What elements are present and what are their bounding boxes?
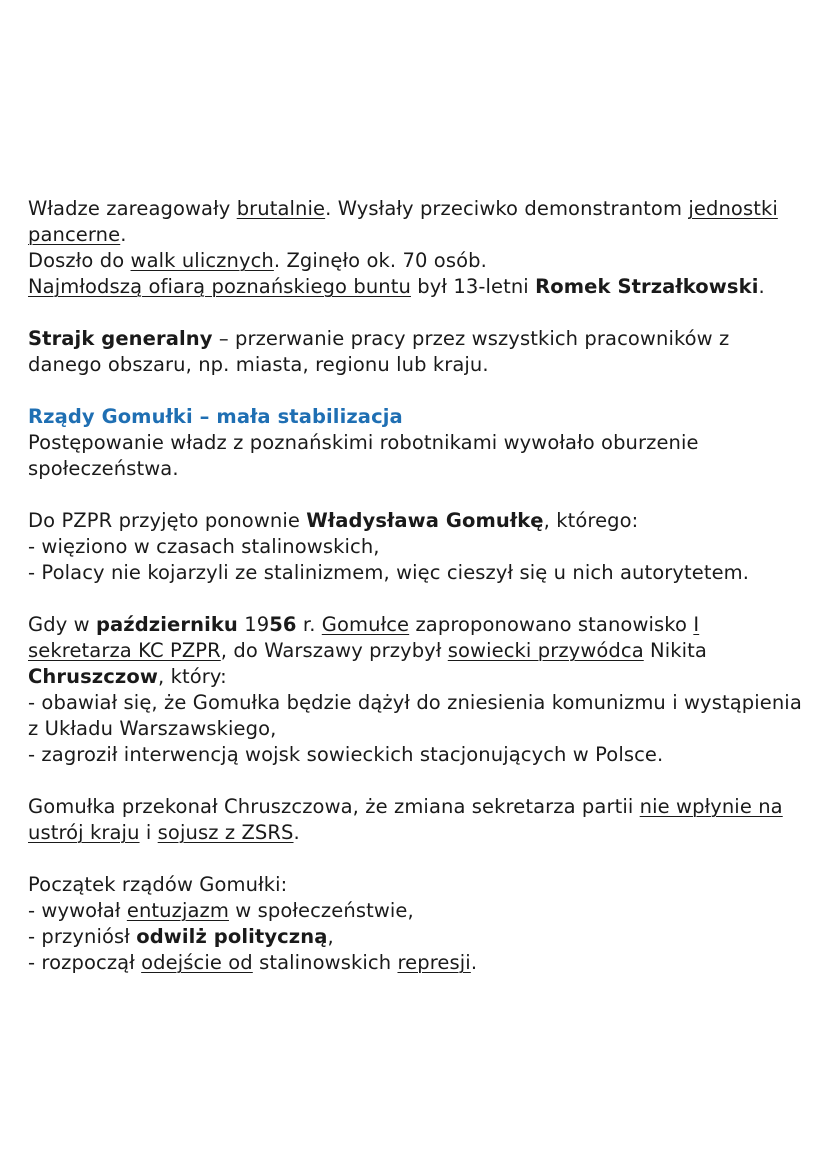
bold-term: Władysława Gomułkę: [306, 509, 544, 532]
bold-term: Romek Strzałkowski: [535, 275, 759, 298]
spacer: [28, 378, 808, 404]
spacer: [28, 482, 808, 508]
section-heading: Rządy Gomułki – mała stabilizacja: [28, 405, 403, 428]
underlined-term: sojusz z ZSRS: [157, 821, 294, 844]
underlined-term: entuzjazm: [126, 899, 229, 922]
underlined-term: nie wpłynie na ustrój kraju: [28, 795, 783, 844]
list-item: - przyniósł odwilż polityczną,: [28, 925, 334, 948]
paragraph-public-outrage: Postępowanie władz z poznańskimi robotnikami wywołało oburzenie społeczeństwa.: [28, 431, 699, 480]
paragraph-beginning-of-rule: Początek rządów Gomułki:: [28, 873, 288, 896]
bold-term: październiku: [95, 613, 238, 636]
underlined-term: walk ulicznych: [130, 249, 274, 272]
list-item: - Polacy nie kojarzyli ze stalinizmem, więc cieszył się u nich autorytetem.: [28, 561, 750, 584]
list-item: - zagroził interwencją wojsk sowieckich stacjonujących w Polsce.: [28, 743, 664, 766]
underlined-term: odejście od: [141, 951, 253, 974]
paragraph-street-fights: Doszło do walk ulicznych. Zginęło ok. 70 osób.: [28, 249, 487, 272]
bold-term: odwilż polityczną: [136, 925, 328, 948]
spacer: [28, 846, 808, 872]
underlined-term: jednostki pancerne: [28, 197, 778, 246]
document-page: [28, 196, 808, 976]
definition-general-strike: Strajk generalny – przerwanie pracy przez wszystkich pracowników z danego obszaru, np. miasta, regionu lub kraju.: [28, 327, 730, 376]
bold-term: Chruszczow: [28, 665, 158, 688]
spacer: [28, 768, 808, 794]
paragraph-gomulka-convinced: Gomułka przekonał Chruszczowa, że zmiana sekretarza partii nie wpłynie na ustrój kraju i sojusz z ZSRS.: [28, 795, 783, 844]
paragraph-october-1956: Gdy w październiku 1956 r. Gomułce zaproponowano stanowisko I sekretarza KC PZPR, do Warszawy przybył sowiecki przywódca Nikita Chruszczow, który:: [28, 613, 707, 688]
spacer: [28, 300, 808, 326]
underlined-term: represji: [397, 951, 471, 974]
list-item: - obawiał się, że Gomułka będzie dążył do zniesienia komunizmu i wystąpienia z Układu Warszawskiego,: [28, 691, 802, 740]
list-item: - wywołał entuzjazm w społeczeństwie,: [28, 899, 414, 922]
underlined-term: Gomułce: [321, 613, 410, 636]
spacer: [28, 586, 808, 612]
underlined-term: I sekretarza KC PZPR: [28, 613, 700, 662]
underlined-term: sowiecki przywódca: [447, 639, 644, 662]
bold-term: Strajk generalny: [28, 327, 213, 350]
paragraph-youngest-victim: Najmłodszą ofiarą poznańskiego buntu był 13-letni Romek Strzałkowski.: [28, 275, 765, 298]
underlined-term: Najmłodszą ofiarą poznańskiego buntu: [28, 275, 411, 298]
paragraph-gomulka-admitted: Do PZPR przyjęto ponownie Władysława Gomułkę, którego:: [28, 509, 639, 532]
list-item: - więziono w czasach stalinowskich,: [28, 535, 380, 558]
underlined-term: brutalnie: [236, 197, 326, 220]
paragraph-authorities-reaction: Władze zareagowały brutalnie. Wysłały przeciwko demonstrantom jednostki pancerne.: [28, 197, 778, 246]
bold-term: 56: [269, 613, 297, 636]
list-item: - rozpoczął odejście od stalinowskich represji.: [28, 951, 478, 974]
